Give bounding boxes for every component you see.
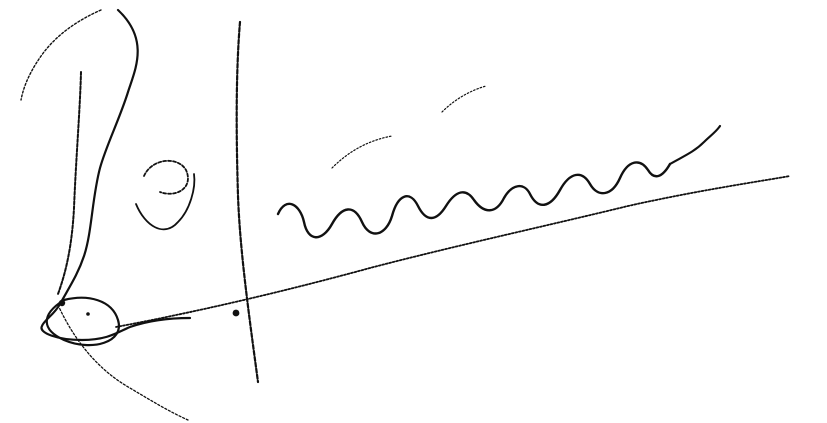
signature-ink-dot-2: [233, 310, 240, 317]
signature-left-descender: [58, 72, 81, 294]
signature-word-body: [278, 162, 670, 237]
signature-ink-group: [21, 10, 790, 420]
signature-upper-hook: [21, 10, 101, 100]
signature-word-upper-dots: [332, 86, 486, 168]
signature-lower-swash: [58, 305, 188, 420]
signature-word-tail: [670, 126, 720, 164]
signature-center-stem: [237, 22, 258, 382]
signature-initial-loop: [41, 10, 190, 340]
signature-mid-loop: [144, 161, 188, 194]
signature-ink-dot-3: [86, 312, 90, 316]
signature-ink-dot-1: [59, 300, 65, 306]
signature-left-connector: [136, 174, 194, 229]
